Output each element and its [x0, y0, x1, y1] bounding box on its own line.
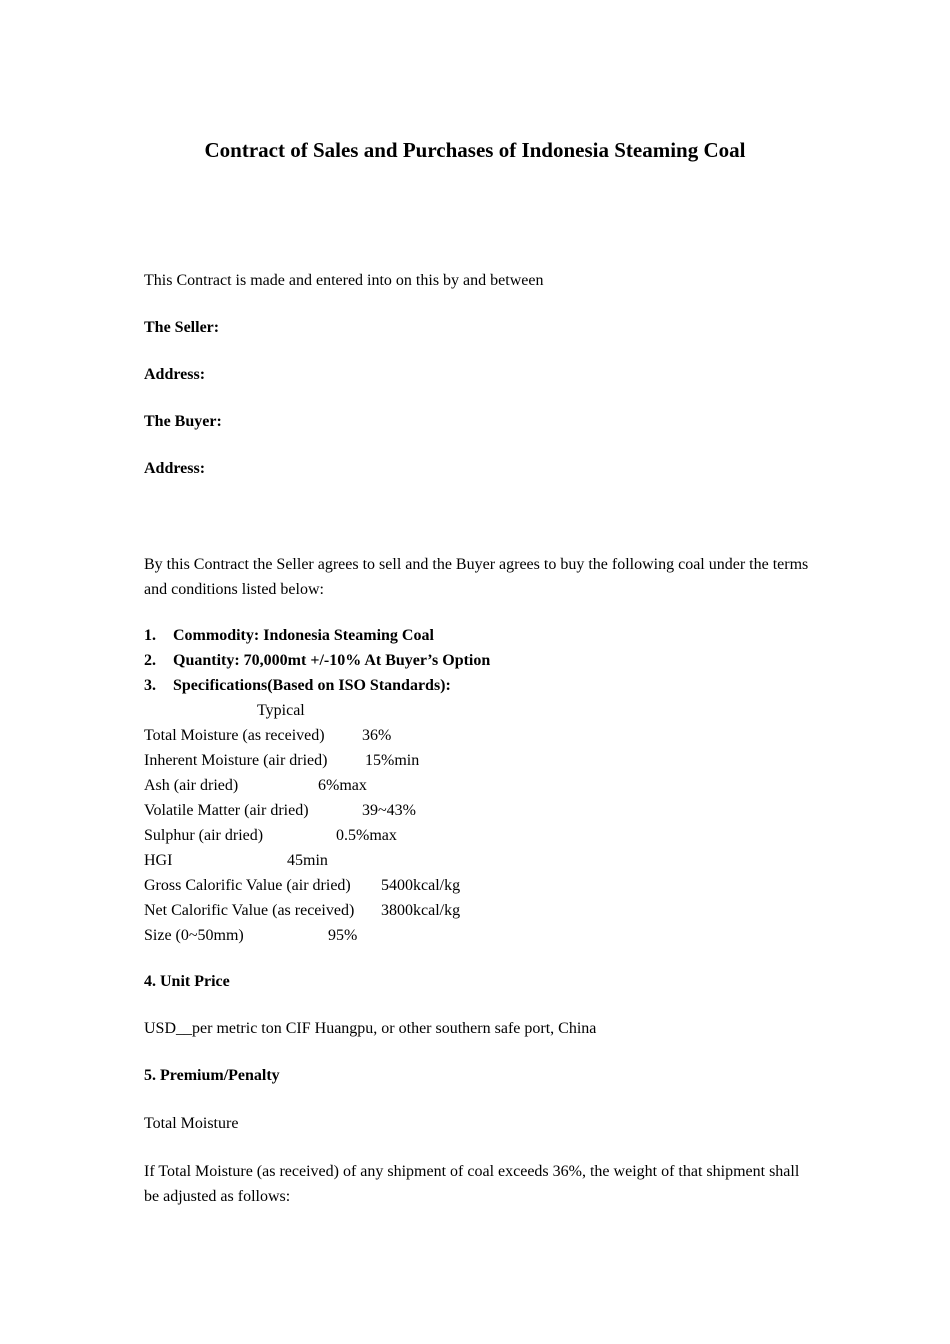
seller-label: The Seller:	[144, 319, 220, 336]
spec-name: Net Calorific Value (as received)	[144, 902, 355, 919]
spec-value: 45min	[287, 852, 328, 869]
unit-price-heading: 4. Unit Price	[144, 973, 230, 990]
spec-name: Size (0~50mm)	[144, 927, 244, 944]
list-item-quantity	[144, 651, 490, 671]
list-number: 3.	[144, 677, 156, 694]
spec-name: Ash (air dried)	[144, 777, 239, 794]
premium-penalty-heading: 5. Premium/Penalty	[144, 1067, 280, 1084]
list-text: Specifications(Based on ISO Standards):	[173, 677, 451, 694]
list-item-commodity	[144, 626, 434, 646]
buyer-address-label: Address:	[144, 460, 206, 477]
list-number: 1.	[144, 627, 156, 644]
agreement-paragraph: By this Contract the Seller agrees to sell and the Buyer agrees to buy the following coal under the terms and conditions listed below:	[144, 556, 809, 598]
list-number: 2.	[144, 652, 156, 669]
spec-name: Sulphur (air dried)	[144, 827, 264, 844]
seller-address-label: Address:	[144, 366, 206, 383]
total-moisture-subheading: Total Moisture	[144, 1115, 239, 1132]
list-item-specifications	[144, 676, 451, 696]
total-moisture-paragraph: If Total Moisture (as received) of any shipment of coal exceeds 36%, the weight of that shipment shall be adjusted as follows:	[144, 1163, 800, 1205]
list-text: Commodity: Indonesia Steaming Coal	[173, 627, 434, 644]
spec-value: 15%min	[365, 752, 420, 769]
intro-text: This Contract is made and entered into on this by and between	[144, 272, 544, 289]
spec-value: 3800kcal/kg	[381, 902, 461, 919]
list-text: Quantity: 70,000mt +/-10% At Buyer’s Option	[173, 652, 491, 669]
buyer-label: The Buyer:	[144, 413, 222, 430]
spec-value: 6%max	[318, 777, 367, 794]
spec-column-header: Typical	[257, 702, 305, 719]
spec-value: 5400kcal/kg	[381, 877, 461, 894]
spec-name: Inherent Moisture (air dried)	[144, 752, 328, 769]
spec-name: Total Moisture (as received)	[144, 727, 325, 744]
spec-value: 95%	[328, 927, 358, 944]
document-title: Contract of Sales and Purchases of Indonesia Steaming Coal	[204, 138, 746, 162]
spec-name: Gross Calorific Value (air dried)	[144, 877, 351, 894]
spec-name: Volatile Matter (air dried)	[144, 802, 309, 819]
unit-price-text: USD__per metric ton CIF Huangpu, or other southern safe port, China	[144, 1020, 597, 1037]
spec-value: 36%	[362, 727, 392, 744]
spec-value: 39~43%	[362, 802, 416, 819]
spec-value: 0.5%max	[336, 827, 397, 844]
spec-name: HGI	[144, 852, 173, 869]
